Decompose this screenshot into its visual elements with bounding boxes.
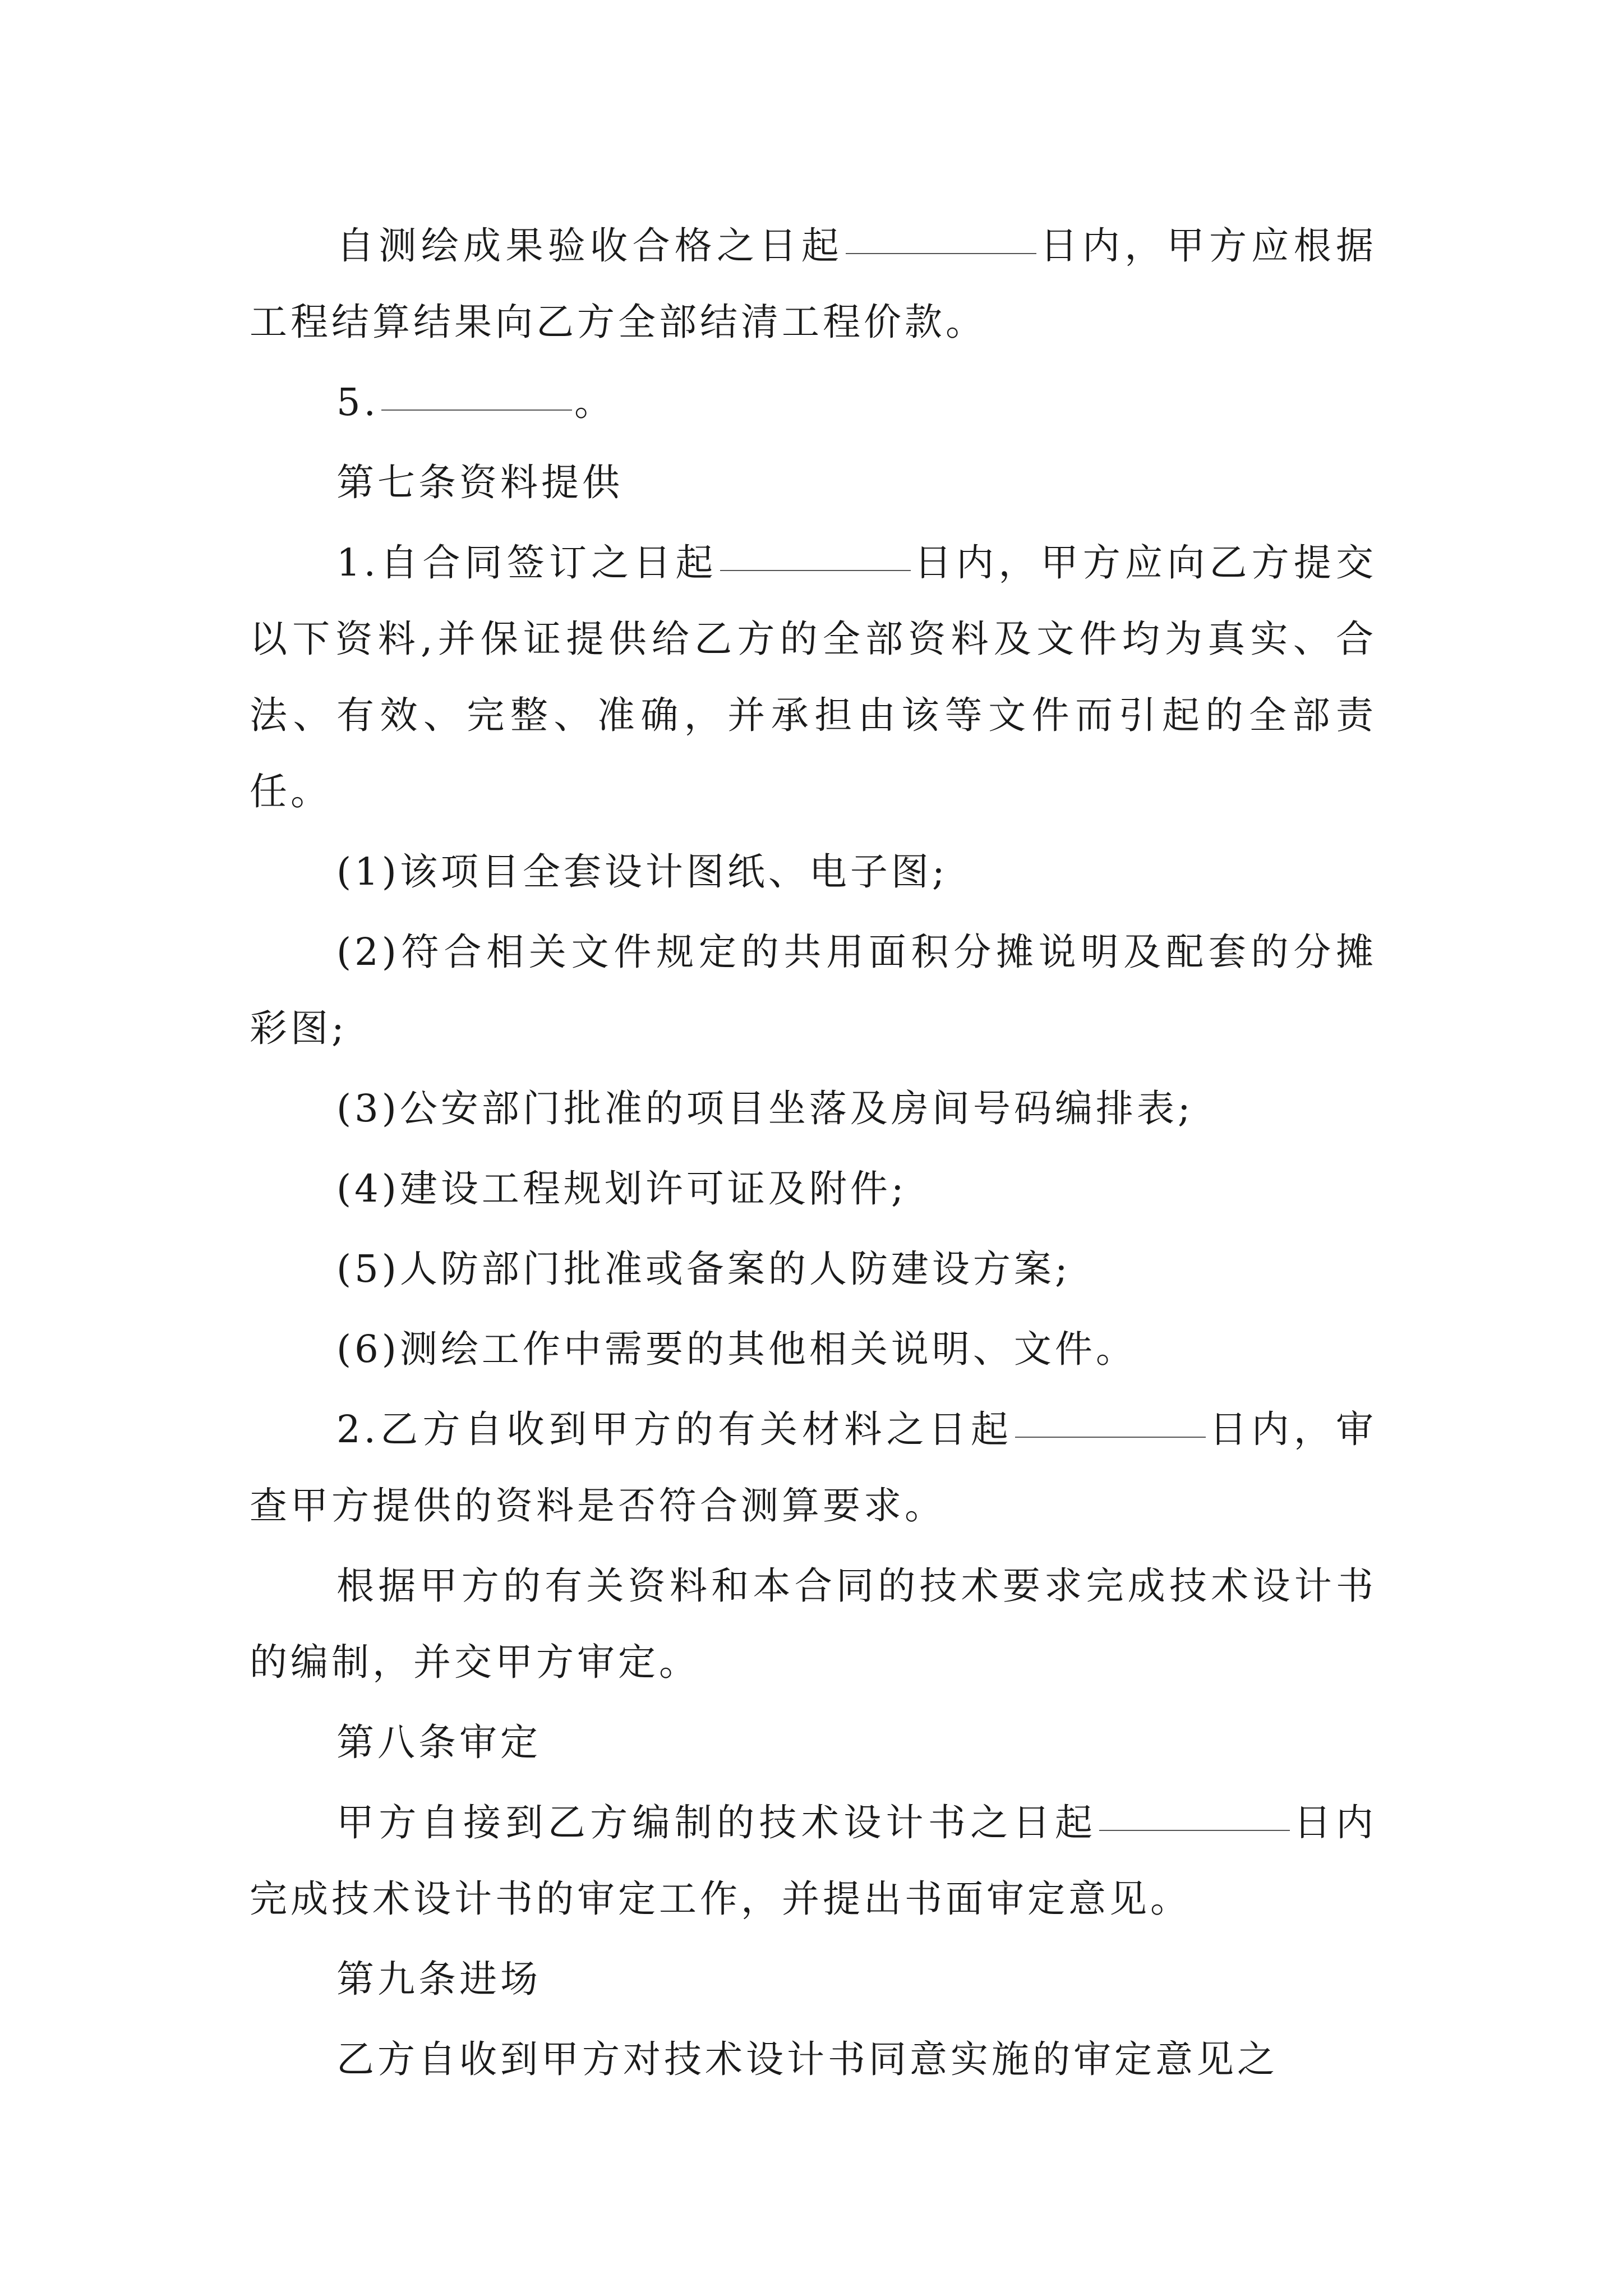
paragraph-approval [250,1784,1377,1937]
paragraph-entry: 乙方自收到甲方对技术设计书同意实施的审定意见之 [336,2037,1278,2081]
blank-line [1099,1829,1290,1831]
document-body [250,208,1377,2101]
article-8-title: 第八条审定 [336,1720,541,1764]
article-9-title: 第九条进场 [336,1957,541,2001]
list-item-6: (6)测绘工作中需要的其他相关说明、文件。 [336,1327,1137,1371]
list-item-4: (4)建设工程规划许可证及附件; [336,1167,907,1211]
paragraph-materials [250,524,1377,830]
materials-text-end: 日内，甲方应向乙方提交以下资料,并保证提供给乙方的全部资料及文件均为真实、合法、有效、完整、准确，并承担由该等文件而引起的全部责任。 [250,541,1377,813]
blank-line [720,569,911,571]
paragraph-settlement [250,208,1377,360]
materials-text-start: 1.自合同签订之日起 [336,541,718,585]
list-item-3: (3)公安部门批准的项目坐落及房间号码编排表; [336,1087,1194,1130]
list-item-5: (5)人防部门批准或备案的人防建设方案; [336,1247,1071,1291]
list-item-1: (1)该项目全套设计图纸、电子图; [336,850,948,894]
paragraph-design-book: 根据甲方的有关资料和本合同的技术要求完成技术设计书的编制，并交甲方审定。 [250,1564,1377,1684]
approval-text-start: 甲方自接到乙方编制的技术设计书之日起 [336,1801,1098,1844]
item-5-number: 5. [336,380,379,424]
blank-line [1015,1436,1206,1438]
list-item-2: (2)符合相关文件规定的共用面积分摊说明及配套的分摊彩图; [250,930,1377,1050]
review-text-end: 日内，审查甲方提供的资料是否符合测算要求。 [250,1407,1377,1527]
article-7-title: 第七条资料提供 [336,461,623,504]
paragraph-item-5 [250,364,1377,440]
review-text-start: 2.乙方自收到甲方的有关材料之日起 [336,1407,1013,1451]
blank-line [381,409,572,411]
settlement-text-start: 自测绘成果验收合格之日起 [336,224,844,268]
settlement-text-end: 日内，甲方应根据工程结算结果向乙方全部结清工程价款。 [250,224,1377,344]
paragraph-review [250,1391,1377,1544]
approval-text-end: 日内完成技术设计书的审定工作，并提出书面审定意见。 [250,1801,1377,1921]
blank-line [846,252,1036,254]
item-5-end: 。 [574,380,615,424]
